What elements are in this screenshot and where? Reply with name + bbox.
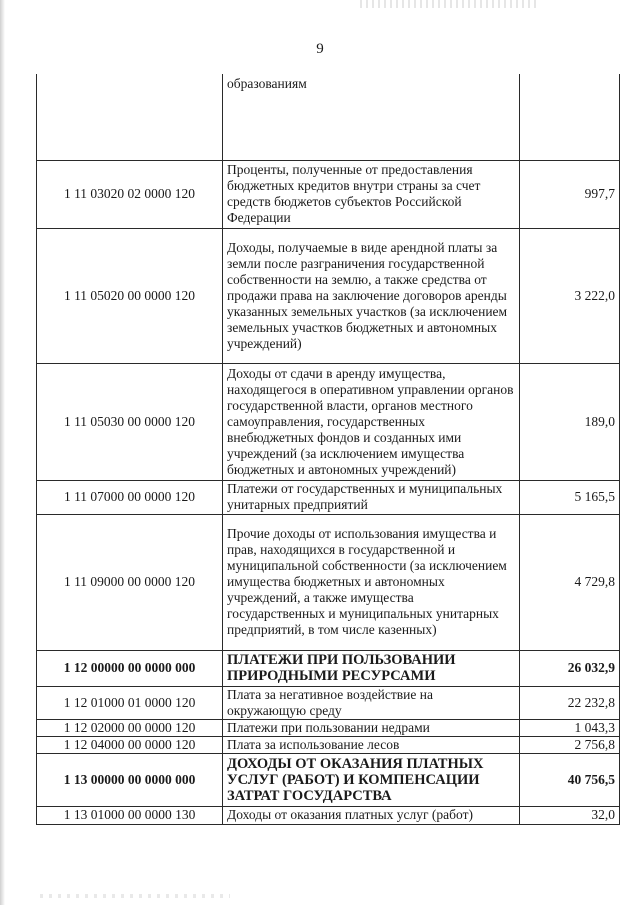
row-amount [520, 74, 620, 160]
table-row [37, 719, 620, 736]
table-row [37, 160, 620, 228]
row-code: 1 13 00000 00 0000 000 [37, 753, 223, 806]
row-amount: 189,0 [520, 363, 620, 480]
scan-edge [0, 0, 5, 905]
row-name: Платежи при пользовании недрами [223, 719, 520, 736]
row-code: 1 12 02000 00 0000 120 [37, 719, 223, 736]
scan-noise [360, 0, 540, 8]
row-code: 1 11 07000 00 0000 120 [37, 480, 223, 514]
row-name: Проценты, полученные от предоставления бюджетных кредитов внутри страны за счет средств бюджетов субъектов Российской Федерации [223, 160, 520, 228]
row-amount: 997,7 [520, 160, 620, 228]
table-row [37, 228, 620, 363]
row-code: 1 12 00000 00 0000 000 [37, 650, 223, 686]
row-code: 1 11 03020 02 0000 120 [37, 160, 223, 228]
row-code: 1 11 09000 00 0000 120 [37, 514, 223, 650]
row-name: Доходы от сдачи в аренду имущества, находящегося в оперативном управлении органов государственной власти, органов местного самоуправления, государственных внебюджетных фондов и созданных ими учреждений (за исключением имущества бюджетных и автономных учреждений) [223, 363, 520, 480]
revenue-table [36, 74, 620, 825]
row-code: 1 11 05020 00 0000 120 [37, 228, 223, 363]
scan-noise [40, 894, 230, 898]
row-amount: 3 222,0 [520, 228, 620, 363]
row-code: 1 11 05030 00 0000 120 [37, 363, 223, 480]
table-row [37, 514, 620, 650]
table-row [37, 753, 620, 806]
row-name: Прочие доходы от использования имущества и прав, находящихся в государственной и муниципальной собственности (за исключением имущества бюджетных и автономных учреждений, а также имущества государственных и муниципальных унитарных предприятий, в том числе казенных) [223, 514, 520, 650]
row-code: 1 12 04000 00 0000 120 [37, 736, 223, 753]
row-code [37, 74, 223, 160]
row-name: ПЛАТЕЖИ ПРИ ПОЛЬЗОВАНИИ ПРИРОДНЫМИ РЕСУРСАМИ [223, 650, 520, 686]
row-code: 1 13 01000 00 0000 130 [37, 806, 223, 824]
row-amount: 2 756,8 [520, 736, 620, 753]
row-name: ДОХОДЫ ОТ ОКАЗАНИЯ ПЛАТНЫХ УСЛУГ (РАБОТ) И КОМПЕНСАЦИИ ЗАТРАТ ГОСУДАРСТВА [223, 753, 520, 806]
table-row [37, 650, 620, 686]
row-amount: 32,0 [520, 806, 620, 824]
row-amount: 22 232,8 [520, 686, 620, 719]
row-amount: 5 165,5 [520, 480, 620, 514]
row-amount: 26 032,9 [520, 650, 620, 686]
table-row [37, 480, 620, 514]
table-row [37, 686, 620, 719]
row-name: Платежи от государственных и муниципальных унитарных предприятий [223, 480, 520, 514]
row-name: Доходы от оказания платных услуг (работ) [223, 806, 520, 824]
page-number: 9 [316, 41, 324, 57]
table-row [37, 806, 620, 824]
row-amount: 40 756,5 [520, 753, 620, 806]
row-code: 1 12 01000 01 0000 120 [37, 686, 223, 719]
row-amount: 1 043,3 [520, 719, 620, 736]
table-row [37, 736, 620, 753]
row-name: Плата за использование лесов [223, 736, 520, 753]
row-name: Доходы, получаемые в виде арендной платы за земли после разграничения государственной собственности на землю, а также средства от продажи права на заключение договоров аренды указанных земельных участков (за исключением земельных участков бюджетных и автономных учреждений) [223, 228, 520, 363]
row-amount: 4 729,8 [520, 514, 620, 650]
table-row [37, 74, 620, 160]
row-name: Плата за негативное воздействие на окружающую среду [223, 686, 520, 719]
table-row [37, 363, 620, 480]
row-name: образованиям [223, 74, 520, 160]
